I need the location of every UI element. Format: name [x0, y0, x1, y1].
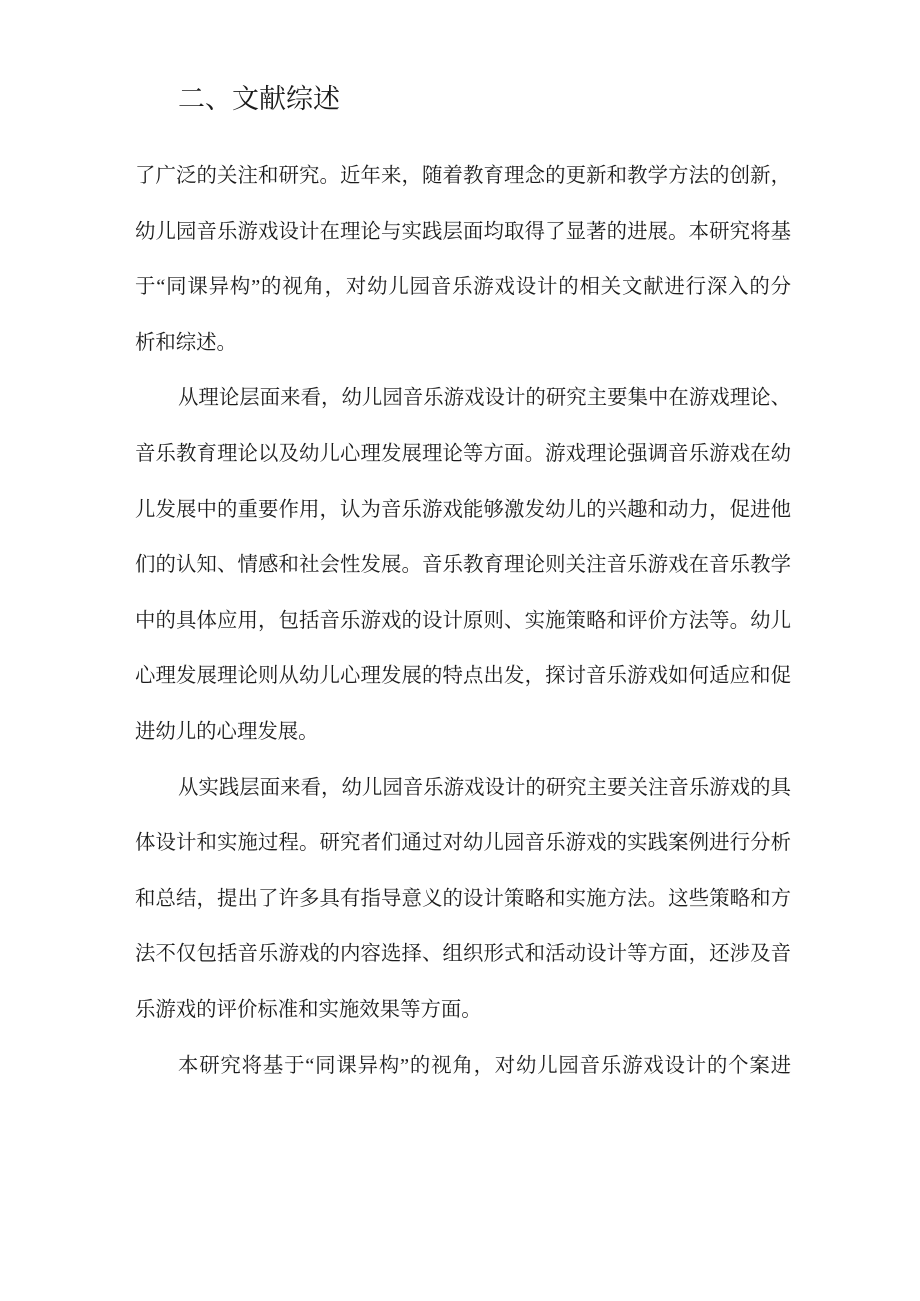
- text-line: 于“同课异构”的视角，对幼儿园音乐游戏设计的相关文献进行深入的分: [135, 276, 791, 299]
- text-line: 儿发展中的重要作用，认为音乐游戏能够激发幼儿的兴趣和动力，促进他: [135, 498, 791, 521]
- text-line: 心理发展理论则从幼儿心理发展的特点出发，探讨音乐游戏如何适应和促: [135, 665, 791, 688]
- paragraph-2: [135, 371, 791, 760]
- text-line: 本研究将基于“同课异构”的视角，对幼儿园音乐游戏设计的个案进: [178, 1054, 791, 1077]
- document-body: [135, 149, 791, 1094]
- text-line: 中的具体应用，包括音乐游戏的设计原则、实施策略和评价方法等。幼儿: [135, 609, 791, 632]
- text-line: 了广泛的关注和研究。近年来，随着教育理念的更新和教学方法的创新，: [135, 165, 791, 187]
- text-line: 从实践层面来看，幼儿园音乐游戏设计的研究主要关注音乐游戏的具: [178, 776, 791, 799]
- text-line: 析和综述。: [135, 331, 237, 354]
- text-line: 音乐教育理论以及幼儿心理发展理论等方面。游戏理论强调音乐游戏在幼: [135, 442, 791, 465]
- paragraph-3: [135, 761, 791, 1039]
- text-line: 进幼儿的心理发展。: [135, 720, 319, 743]
- text-line: 们的认知、情感和社会性发展。音乐教育理论则关注音乐游戏在音乐教学: [135, 554, 791, 577]
- paragraph-1: [135, 149, 791, 371]
- paragraph-4: [135, 1039, 791, 1095]
- section-heading: 二、文献综述: [178, 84, 340, 114]
- text-line: 法不仅包括音乐游戏的内容选择、组织形式和活动设计等方面，还涉及音: [135, 943, 791, 966]
- text-line: 乐游戏的评价标准和实施效果等方面。: [135, 998, 482, 1021]
- text-line: 和总结，提出了许多具有指导意义的设计策略和实施方法。这些策略和方: [135, 887, 791, 910]
- text-line: 体设计和实施过程。研究者们通过对幼儿园音乐游戏的实践案例进行分析: [135, 832, 791, 855]
- text-line: 幼儿园音乐游戏设计在理论与实践层面均取得了显著的进展。本研究将基: [135, 220, 791, 243]
- text-line: 从理论层面来看，幼儿园音乐游戏设计的研究主要集中在游戏理论、: [178, 387, 791, 410]
